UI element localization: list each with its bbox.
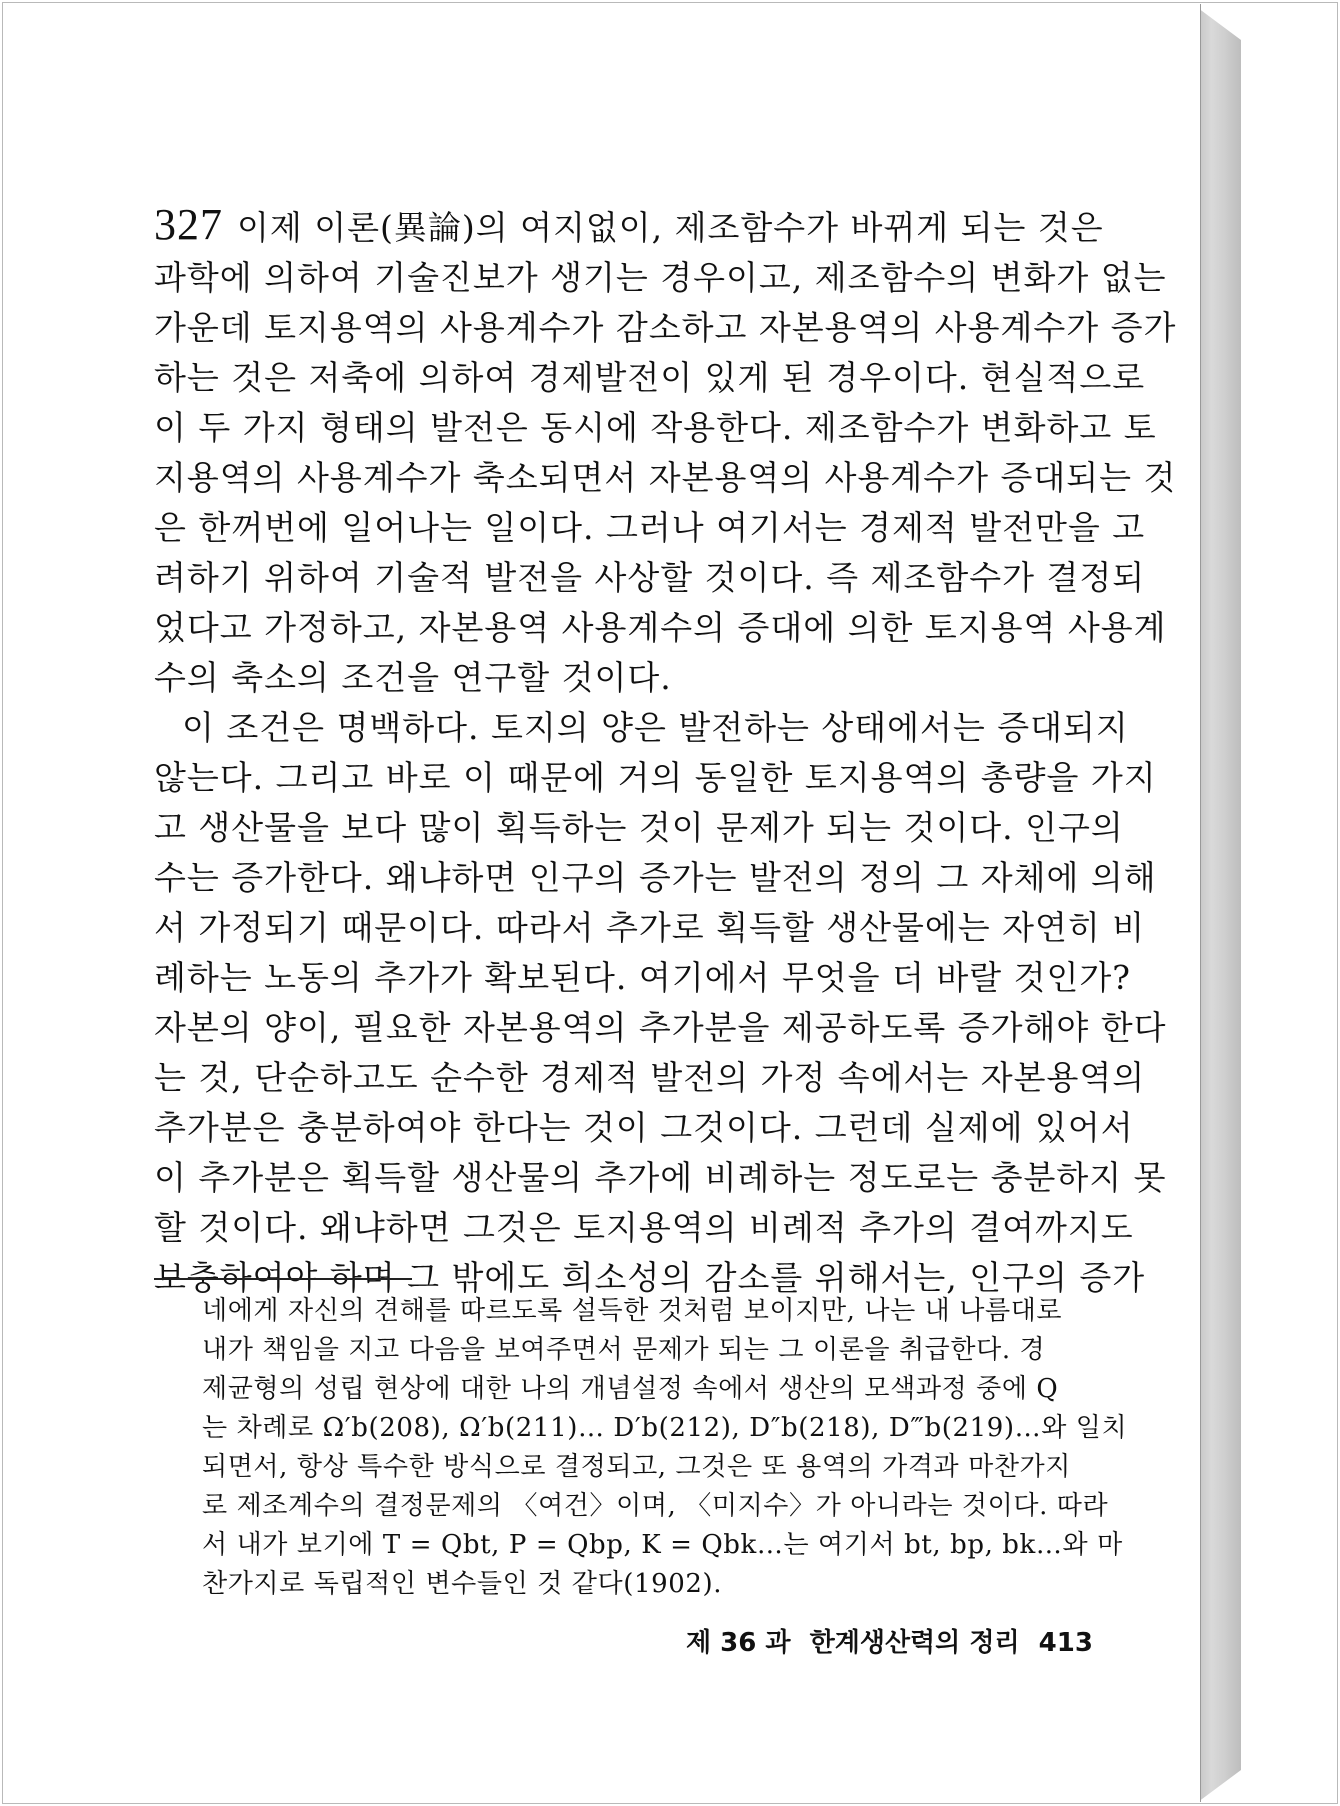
- footnote-line-1: 네에게 자신의 견해를 따르도록 설득한 것처럼 보이지만, 나는 내 나름대로: [202, 1296, 1063, 1326]
- footnote-line-7: 서 내가 보기에 T = Qbt, P = Qbp, K = Qbk…는 여기서 bt, bp, bk…와 마: [202, 1530, 1123, 1560]
- footnote-line-5: 되면서, 항상 특수한 방식으로 결정되고, 그것은 또 용역의 가격과 마찬가지: [202, 1452, 1071, 1482]
- footnote: [202, 1292, 1128, 1604]
- footnote-line-3: 제균형의 성립 현상에 대한 나의 개념설정 속에서 생산의 모색과정 중에 Q: [202, 1374, 1059, 1404]
- body-line-1: 327 이제 이론(異論)의 여지없이, 제조함수가 바뀌게 되는 것은: [154, 200, 1104, 249]
- body-text: [154, 200, 1177, 1303]
- body-line-5: 이 두 가지 형태의 발전은 동시에 작용한다. 제조함수가 변화하고 토: [154, 408, 1157, 447]
- body-line-18: 는 것, 단순하고도 순수한 경제적 발전의 가정 속에서는 자본용역의: [154, 1058, 1146, 1097]
- running-footer: [676, 1622, 1093, 1659]
- footnote-line-6: 로 제조계수의 결정문제의 〈여건〉이며, 〈미지수〉가 아니라는 것이다. 따라: [202, 1491, 1109, 1521]
- body-line-14: 수는 증가한다. 왜냐하면 인구의 증가는 발전의 정의 그 자체에 의해: [154, 858, 1157, 897]
- body-line-20: 이 추가분은 획득할 생산물의 추가에 비례하는 정도로는 충분하지 못: [154, 1158, 1167, 1197]
- body-line-16: 례하는 노동의 추가가 확보된다. 여기에서 무엇을 더 바랄 것인가?: [154, 958, 1131, 997]
- body-line-22: 보충하여야 하며 그 밖에도 희소성의 감소를 위해서는, 인구의 증가: [154, 1258, 1146, 1297]
- page-stack-edge: [1198, 8, 1241, 1802]
- body-line-19: 추가분은 충분하여야 한다는 것이 그것이다. 그런데 실제에 있어서: [154, 1108, 1134, 1147]
- body-line-11: 이 조건은 명백하다. 토지의 양은 발전하는 상태에서는 증대되지: [182, 708, 1129, 747]
- footnote-line-2: 내가 책임을 지고 다음을 보여주면서 문제가 되는 그 이론을 취급한다. 경: [202, 1335, 1046, 1365]
- body-line-7: 은 한꺼번에 일어나는 일이다. 그러나 여기서는 경제적 발전만을 고: [154, 508, 1146, 547]
- footnote-line-4: 는 차례로 Ω′b(208), Ω′b(211)… D′b(212), D″b(218), D‴b(219)…와 일치: [202, 1413, 1128, 1443]
- lesson-label: 제 36 과: [686, 1628, 791, 1658]
- body-line-8: 려하기 위하여 기술적 발전을 사상할 것이다. 즉 제조함수가 결정되: [154, 558, 1146, 597]
- footnote-divider: [154, 1278, 412, 1280]
- body-line-15: 서 가정되기 때문이다. 따라서 추가로 획득할 생산물에는 자연히 비: [154, 908, 1146, 947]
- body-line-10: 수의 축소의 조건을 연구할 것이다.: [154, 658, 672, 697]
- body-line-4: 하는 것은 저축에 의하여 경제발전이 있게 된 경우이다. 현실적으로: [154, 358, 1146, 397]
- chapter-title: 한계생산력의 정리: [809, 1628, 1020, 1658]
- footnote-line-8: 찬가지로 독립적인 변수들인 것 같다(1902).: [202, 1569, 723, 1599]
- page-number: 413: [1038, 1628, 1093, 1658]
- body-line-13: 고 생산물을 보다 많이 획득하는 것이 문제가 되는 것이다. 인구의: [154, 808, 1124, 847]
- book-page: [4, 4, 1201, 1802]
- body-line-9: 었다고 가정하고, 자본용역 사용계수의 증대에 의한 토지용역 사용계: [154, 608, 1167, 647]
- body-line-6: 지용역의 사용계수가 축소되면서 자본용역의 사용계수가 증대되는 것: [154, 458, 1177, 497]
- body-line-2: 과학에 의하여 기술진보가 생기는 경우이고, 제조함수의 변화가 없는: [154, 258, 1167, 297]
- body-line-12: 않는다. 그리고 바로 이 때문에 거의 동일한 토지용역의 총량을 가지: [154, 758, 1157, 797]
- body-line-3: 가운데 토지용역의 사용계수가 감소하고 자본용역의 사용계수가 증가: [154, 308, 1177, 347]
- body-line-17: 자본의 양이, 필요한 자본용역의 추가분을 제공하도록 증가해야 한다: [154, 1008, 1167, 1047]
- paragraph-number: 327: [154, 200, 223, 249]
- body-line-21: 할 것이다. 왜냐하면 그것은 토지용역의 비례적 추가의 결여까지도: [154, 1208, 1134, 1247]
